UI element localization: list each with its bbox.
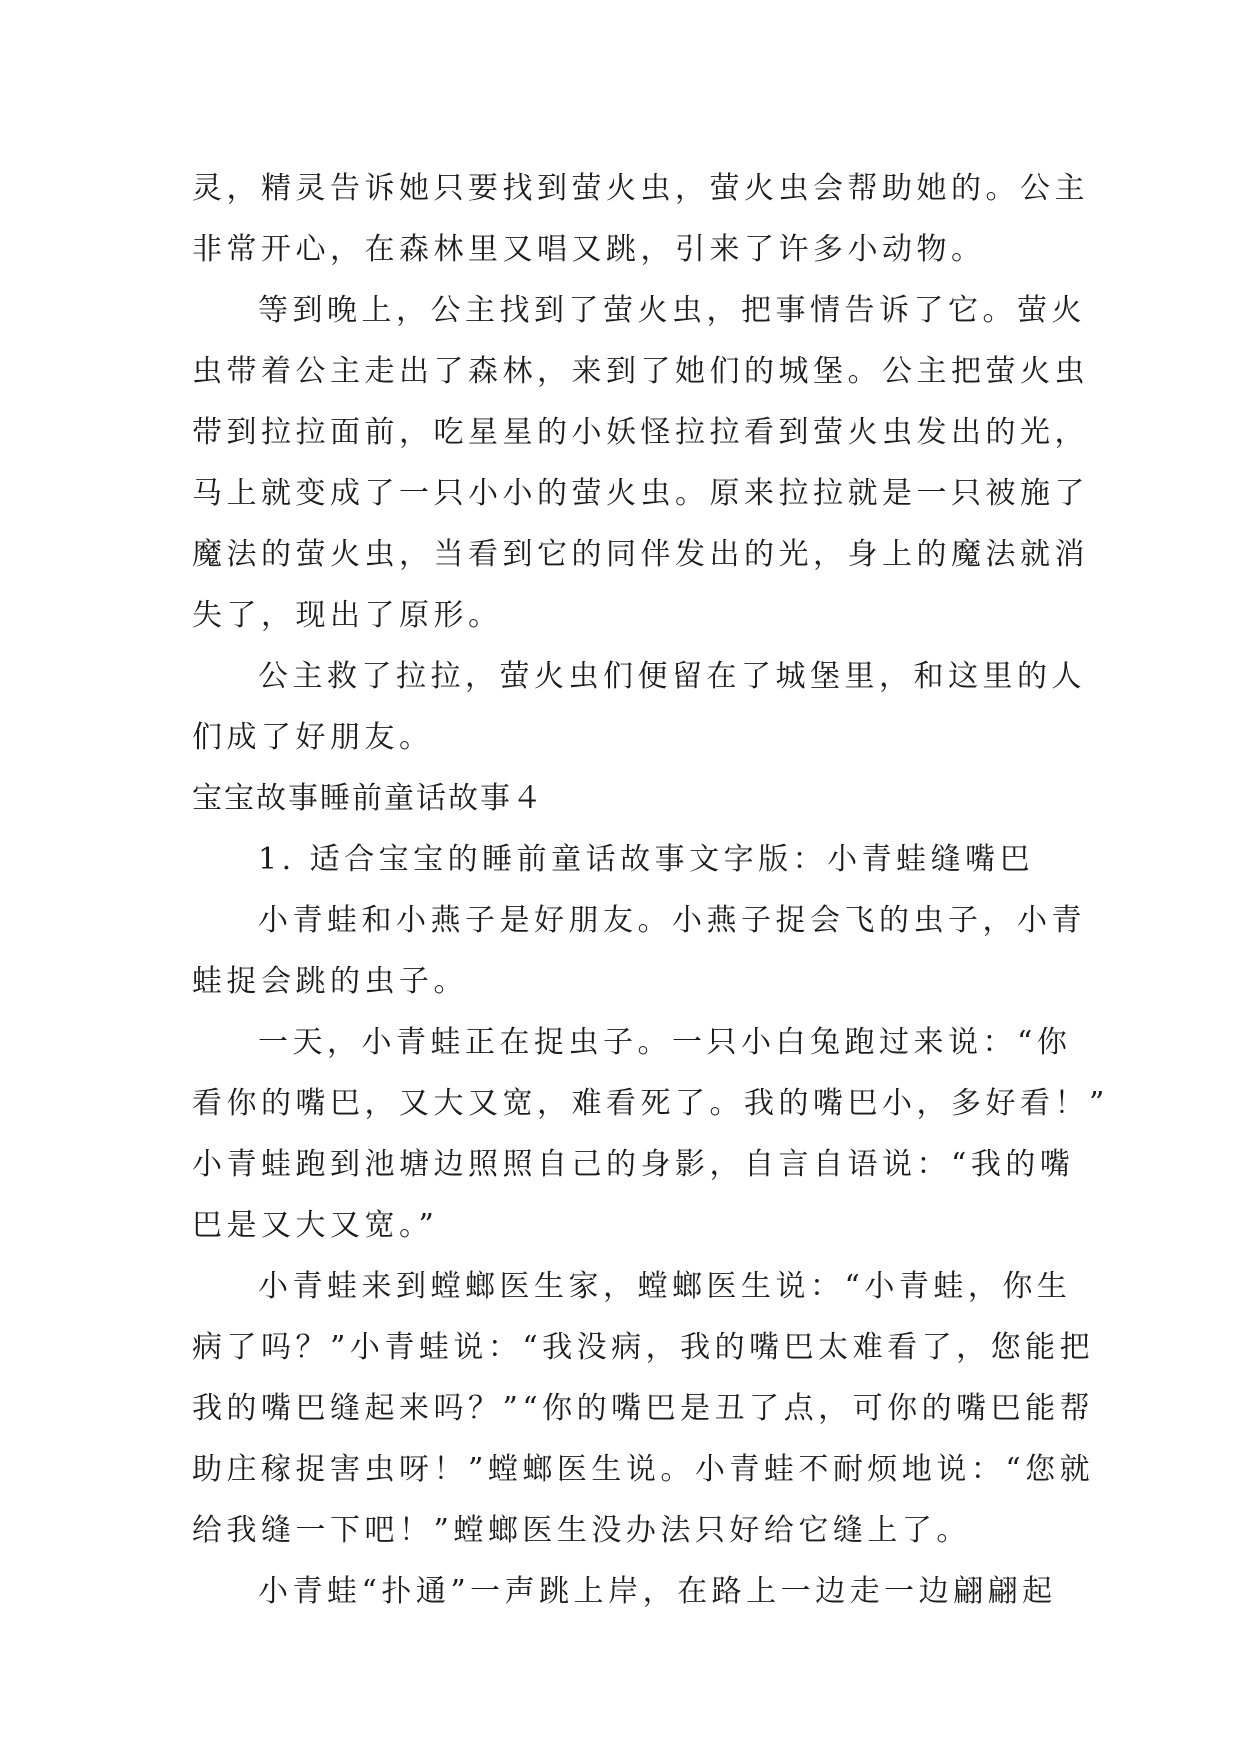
text-line: 助庄稼捉害虫呀！”螳螂医生说。小青蛙不耐烦地说：“您就 [192, 1452, 1095, 1487]
document-body [192, 158, 1109, 1622]
text-line: 小青蛙来到螳螂医生家，螳螂医生说：“小青蛙，你生 [258, 1269, 1072, 1304]
paragraph-friends [192, 646, 1086, 768]
text-line: 我的嘴巴缝起来吗？”“你的嘴巴是丑了点，可你的嘴巴能帮 [192, 1391, 1095, 1426]
text-line: 给我缝一下吧！”螳螂医生没办法只好给它缝上了。 [192, 1513, 971, 1548]
paragraph-firefly-help [192, 158, 1089, 280]
story-title: 1. 适合宝宝的睡前童话故事文字版：小青蛙缝嘴巴 [258, 842, 1035, 877]
text-line: 公主救了拉拉，萤火虫们便留在了城堡里，和这里的人 [258, 659, 1086, 694]
text-line: 虫带着公主走出了森林，来到了她们的城堡。公主把萤火虫 [192, 354, 1089, 389]
paragraph-jump-ashore [192, 1561, 1062, 1622]
text-line: 病了吗？”小青蛙说：“我没病，我的嘴巴太难看了，您能把 [192, 1330, 1095, 1365]
text-line: 巴是又大又宽。” [192, 1208, 439, 1243]
text-line: 小青蛙“扑通”一声跳上岸，在路上一边走一边翩翩起 [258, 1574, 1057, 1609]
text-line: 们成了好朋友。 [192, 720, 434, 755]
paragraph-evening [192, 280, 1089, 646]
text-line: 失了，现出了原形。 [192, 598, 503, 633]
paragraph-rabbit [192, 1012, 1109, 1256]
text-line: 一天，小青蛙正在捉虫子。一只小白兔跑过来说：“你 [258, 1025, 1072, 1060]
text-line: 蛙捉会跳的虫子。 [192, 964, 468, 999]
text-line: 等到晚上，公主找到了萤火虫，把事情告诉了它。萤火 [258, 293, 1086, 328]
text-line: 小青蛙跑到池塘边照照自己的身影，自言自语说：“我的嘴 [192, 1147, 1075, 1182]
text-line: 非常开心，在森林里又唱又跳，引来了许多小动物。 [192, 232, 986, 267]
text-line: 灵，精灵告诉她只要找到萤火虫，萤火虫会帮助她的。公主 [192, 171, 1089, 206]
text-line: 马上就变成了一只小小的萤火虫。原来拉拉就是一只被施了 [192, 476, 1089, 511]
text-line: 带到拉拉面前，吃星星的小妖怪拉拉看到萤火虫发出的光， [192, 415, 1089, 450]
story-subtitle [192, 829, 1062, 890]
paragraph-frog-swallow [192, 890, 1086, 1012]
text-line: 看你的嘴巴，又大又宽，难看死了。我的嘴巴小，多好看！” [192, 1086, 1109, 1121]
section-heading [192, 768, 1062, 829]
text-line: 魔法的萤火虫，当看到它的同伴发出的光，身上的魔法就消 [192, 537, 1089, 572]
text-line: 小青蛙和小燕子是好朋友。小燕子捉会飞的虫子，小青 [258, 903, 1086, 938]
paragraph-mantis-doctor [192, 1256, 1095, 1561]
section-title: 宝宝故事睡前童话故事４ [192, 781, 544, 816]
